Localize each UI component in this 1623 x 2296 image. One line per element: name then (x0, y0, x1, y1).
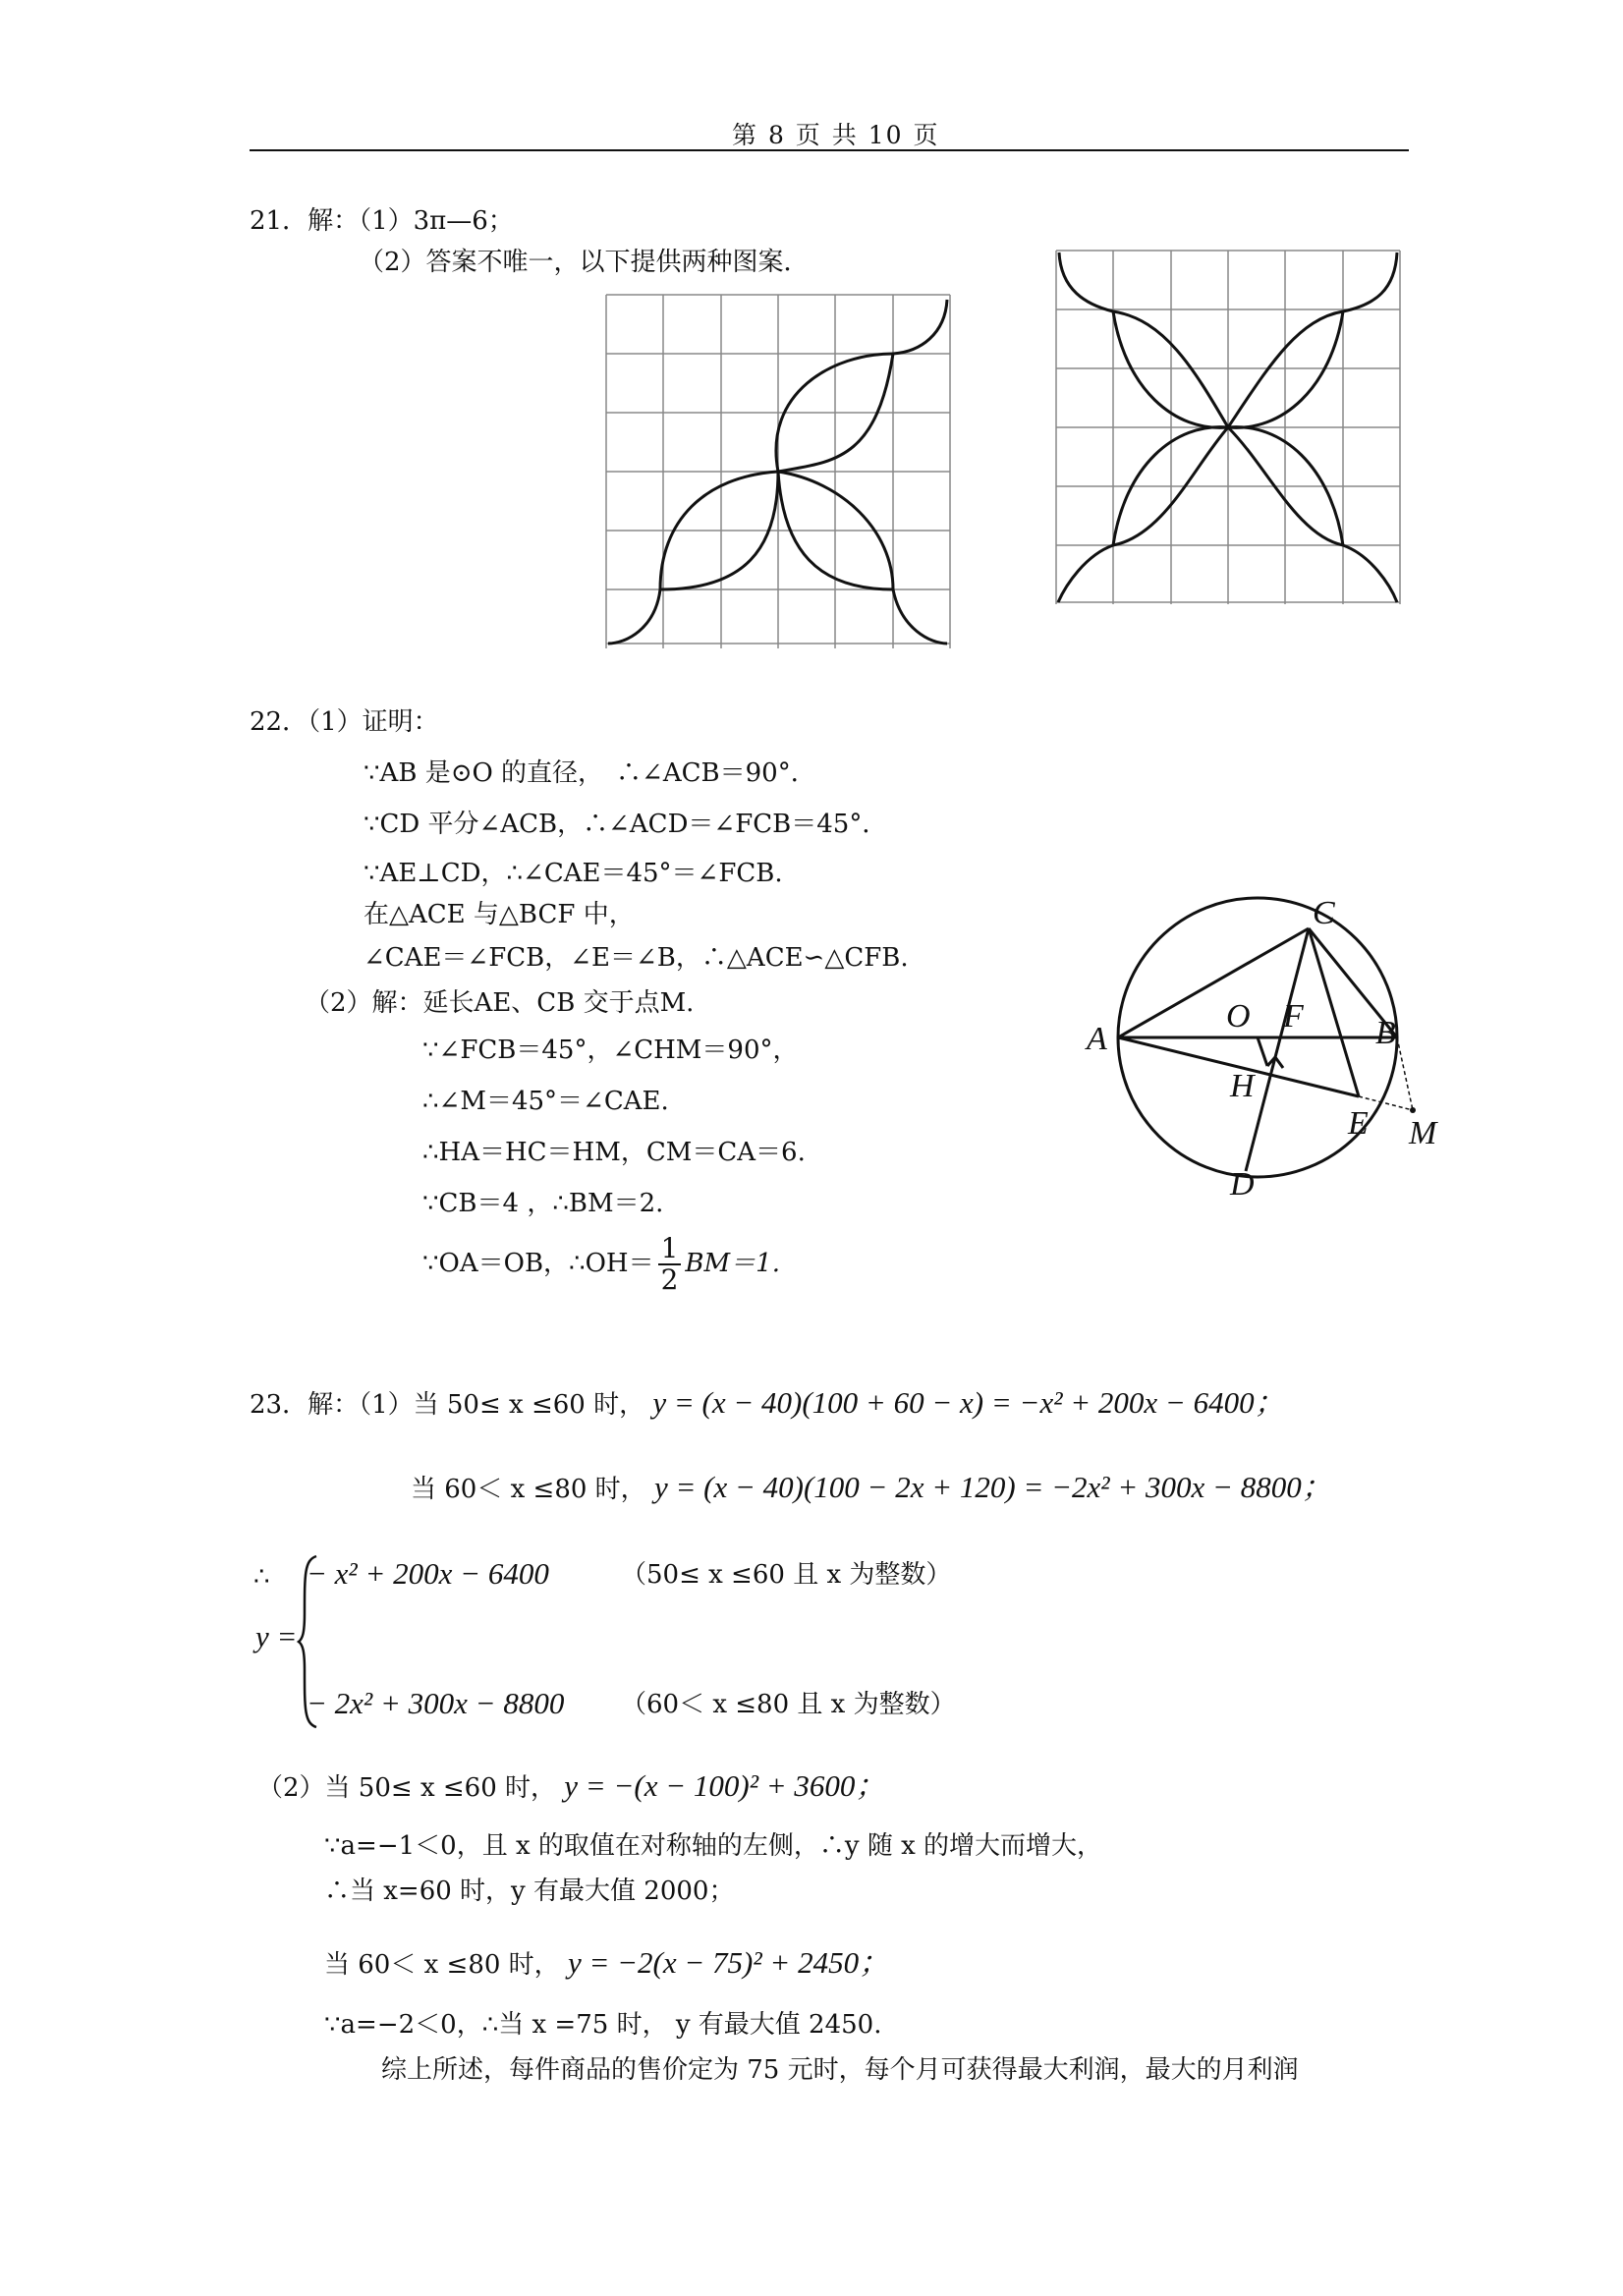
q22-part2-line-3: ∴HA＝HC＝HM，CM＝CA＝6. (422, 1138, 806, 1167)
header-rule (250, 149, 1409, 151)
q23-part2-line-2: ∵a=−1＜0，且 x 的取值在对称轴的左侧，∴y 随 x 的增大而增大， (324, 1831, 1103, 1861)
label-M: M (1409, 1115, 1437, 1151)
q23-line-2 (411, 1470, 1332, 1506)
q23-case1-condition: （50≤ x ≤60 且 x 为整数） (621, 1560, 952, 1590)
q23-l2-prefix: 当 60＜ x ≤80 时， (411, 1475, 646, 1504)
label-B: B (1375, 1015, 1396, 1051)
page-number: 第 8 页 共 10 页 (732, 121, 940, 149)
q22-part2-line-1: ∵∠FCB＝45°，∠CHM＝90°， (422, 1036, 799, 1065)
q23-p2-l1-prefix: （2）当 50≤ x ≤60 时， (257, 1773, 557, 1803)
label-H: H (1230, 1068, 1255, 1104)
q22-line-5: ∠CAE＝∠FCB，∠E＝∠B，∴△ACE∽△CFB. (364, 943, 909, 973)
q22-part2-line-2: ∴∠M＝45°＝∠CAE. (422, 1087, 669, 1116)
q23-l2-formula: y = (x − 40)(100 − 2x + 120) = −2x² + 300x − 8800； (653, 1470, 1332, 1504)
label-O: O (1226, 998, 1251, 1035)
q21-grid-figure-1 (606, 295, 950, 639)
q23-case1-formula: − x² + 200x − 6400 (307, 1556, 549, 1591)
q23-part2-line-4 (324, 1945, 889, 1982)
q22-part2-line-5 (422, 1234, 780, 1295)
q23-part2-line-5: ∵a=−2＜0，∴当 x =75 时， y 有最大值 2450. (324, 2010, 882, 2040)
q23-l1-formula: y = (x − 40)(100 + 60 − x) = −x² + 200x − 6400； (652, 1385, 1285, 1420)
q23-p2-l1-formula: y = −(x − 100)² + 3600； (564, 1768, 886, 1803)
q22-line-3: ∵AE⊥CD，∴∠CAE＝45°＝∠FCB. (364, 859, 783, 888)
q23-p2-l4-formula: y = −2(x − 75)² + 2450； (567, 1945, 890, 1980)
q22-oh-suffix: BM＝1. (685, 1249, 780, 1278)
label-D: D (1230, 1166, 1255, 1203)
fraction-numerator: 1 (658, 1234, 682, 1265)
q23-line-1 (250, 1385, 1285, 1422)
fraction-half (658, 1234, 682, 1295)
fraction-denominator: 2 (660, 1263, 679, 1296)
q23-l1-prefix: 23．解：（1）当 50≤ x ≤60 时， (250, 1390, 645, 1420)
label-C: C (1313, 895, 1335, 931)
q23-y-equals: y = (255, 1619, 298, 1653)
q22-line-4: 在△ACE 与△BCF 中， (364, 900, 635, 929)
q22-line-1: ∵AB 是⊙O 的直径， ∴∠ACB＝90°． (364, 758, 816, 788)
q23-case2-formula: − 2x² + 300x − 8800 (307, 1686, 565, 1720)
q23-case2-condition: （60＜ x ≤80 且 x 为整数） (621, 1690, 956, 1719)
q21-part2: （2）答案不唯一，以下提供两种图案． (359, 248, 810, 277)
q23-therefore: ∴ (253, 1562, 270, 1592)
q22-heading: 22．（1）证明： (250, 707, 439, 737)
q23-part2-line-1 (257, 1768, 885, 1805)
q23-p2-l4-prefix: 当 60＜ x ≤80 时， (324, 1950, 560, 1980)
label-A: A (1087, 1021, 1107, 1057)
q23-summary: 综上所述，每件商品的售价定为 75 元时，每个月可获得最大利润，最大的月利润 (381, 2055, 1299, 2085)
label-F: F (1283, 998, 1304, 1035)
q21-grid-figure-2 (1056, 251, 1400, 604)
q22-oh-prefix: ∵OA＝OB，∴OH＝ (422, 1249, 654, 1278)
q22-part2-heading: （2）解：延长AE、CB 交于点M. (305, 988, 695, 1018)
q22-line-2: ∵CD 平分∠ACB，∴∠ACD＝∠FCB＝45°． (364, 810, 888, 839)
q22-circle-figure (1081, 894, 1474, 1208)
q22-part2-line-4: ∵CB＝4 ，∴BM＝2. (422, 1189, 664, 1218)
q21-part1: 21．解：（1）3π—6； (250, 206, 514, 236)
label-E: E (1348, 1105, 1369, 1142)
q23-part2-line-3: ∴当 x=60 时，y 有最大值 2000； (324, 1876, 735, 1906)
